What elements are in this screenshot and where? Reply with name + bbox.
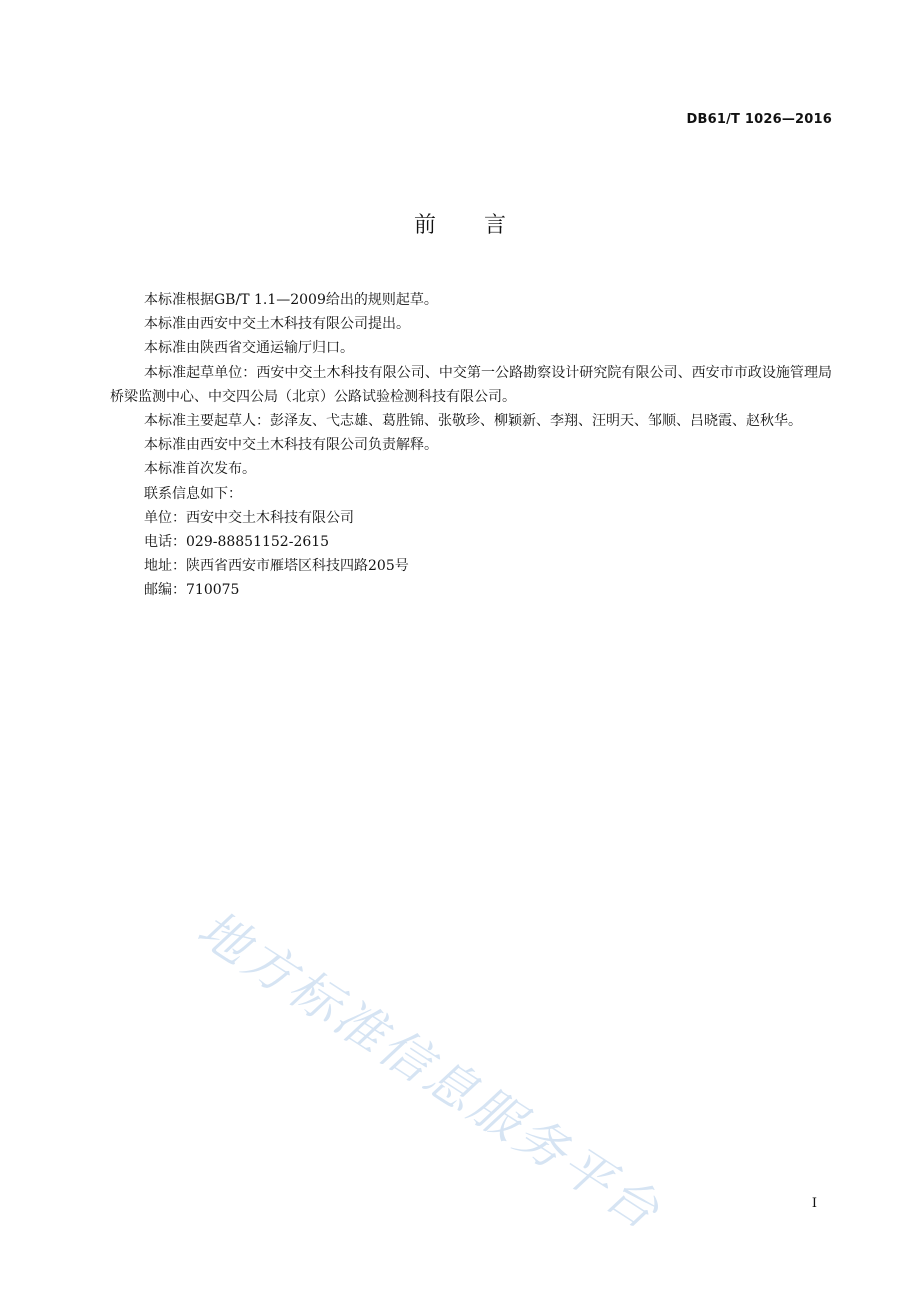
paragraph-administrator: 本标准由陕西省交通运输厅归口。 (144, 340, 354, 357)
paragraph-drafting-rules: 本标准根据GB/T 1.1—2009给出的规则起草。 (144, 292, 438, 308)
watermark: 地方标准信息服务平台 (187, 899, 672, 1242)
paragraph-drafting-units: 本标准起草单位：西安中交土木科技有限公司、中交第一公路勘察设计研究院有限公司、西安市市政设施管理局桥梁监测中心、中交四公局（北京）公路试验检测科技有限公司。 (110, 364, 832, 405)
paragraph-drafters: 本标准主要起草人：彭泽友、弋志雄、葛胜锦、张敬珍、柳颖新、李翔、汪明天、邹顺、吕晓霞、赵秋华。 (144, 413, 802, 430)
paragraph-interpretation: 本标准由西安中交土木科技有限公司负责解释。 (144, 437, 438, 454)
page-title: 前言 (413, 213, 554, 238)
paragraph-contact-intro: 联系信息如下： (144, 485, 242, 502)
contact-phone: 电话：029-88851152-2615 (144, 534, 330, 551)
page-number: I (811, 1196, 817, 1211)
paragraph-proposer: 本标准由西安中交土木科技有限公司提出。 (144, 316, 410, 333)
paragraph-first-release: 本标准首次发布。 (144, 461, 256, 478)
foreword-body (110, 288, 832, 603)
document-code: DB61/T 1026—2016 (686, 112, 832, 127)
contact-postcode: 邮编：710075 (144, 582, 240, 599)
contact-unit: 单位：西安中交土木科技有限公司 (144, 509, 354, 526)
contact-address: 地址：陕西省西安市雁塔区科技四路205号 (144, 558, 409, 575)
